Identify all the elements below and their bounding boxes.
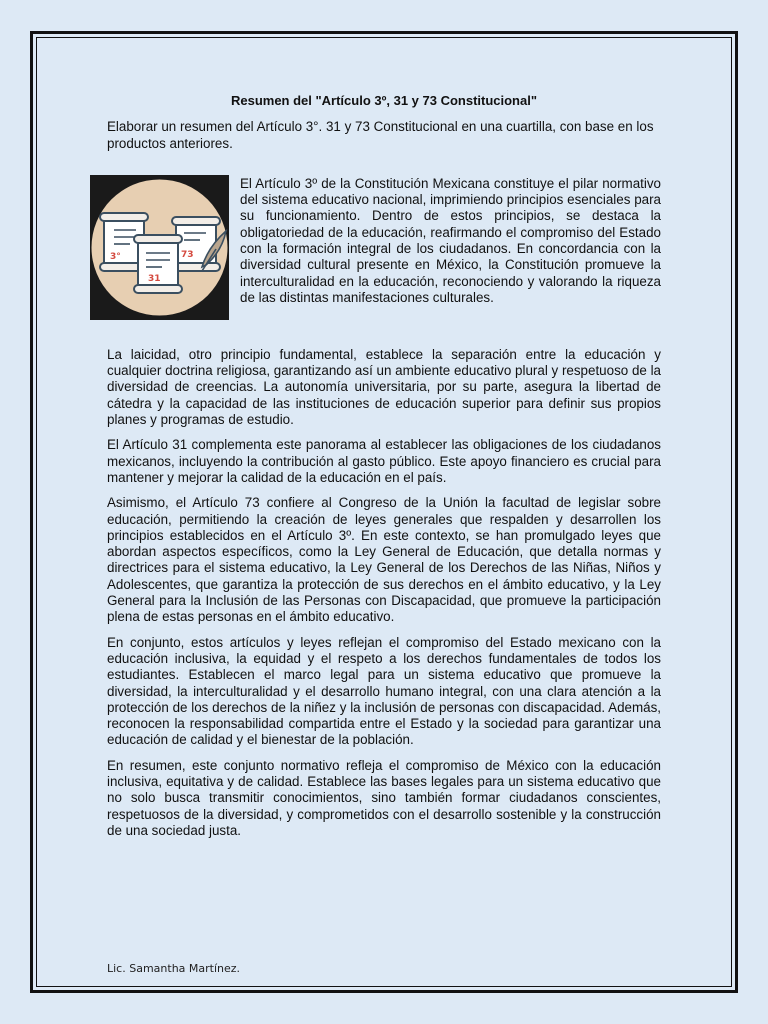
scroll-icon xyxy=(90,175,229,320)
constitution-scrolls-illustration xyxy=(90,175,229,320)
signature: Lic. Samantha Martínez. xyxy=(107,962,241,975)
paragraph-article-73: Asimismo, el Artículo 73 confiere al Congreso de la Unión la facultad de legislar sobre educación, permitiendo la creación de leyes generales que respalden y desarrollen los principios establecidos en el Artículo 3º. En este contexto, se han promulgado leyes que abordan aspectos específicos, como la Ley General de Educación, que detalla normas y directrices para el sistema educativo, la Ley General de los Derechos de las Niñas, Niños y Adolescentes, que garantiza la protección de sus derechos en el ámbito educativo, y la Ley General para la Inclusión de las Personas con Discapacidad, que promueve la participación plena de estas personas en el ámbito educativo. xyxy=(107,495,661,625)
paragraph-resumen: En resumen, este conjunto normativo refleja el compromiso de México con la educación inclusiva, equitativa y de calidad. Establece las bases legales para un sistema educativo que no solo busca transmitir conocimientos, sino también formar ciudadanos conscientes, respetuosos de la diversidad, y comprometidos con el desarrollo sostenible y la construcción de una sociedad justa. xyxy=(107,757,661,838)
document-title: Resumen del "Artículo 3º, 31 y 73 Constitucional" xyxy=(230,93,538,108)
paragraph-article-31: El Artículo 31 complementa este panorama al establecer las obligaciones de los ciudadanos mexicanos, incluyendo la contribución al gasto público. Este apoyo financiero es crucial para mantener y mejorar la calidad de la educación en el país. xyxy=(107,437,661,485)
scroll-label-31: 31 xyxy=(148,273,161,284)
paragraph-article-3: El Artículo 3º de la Constitución Mexicana constituye el pilar normativo del sistema educativo nacional, imprimiendo principios esenciales para su funcionamiento. Dentro de estos principios, se destaca la obligatoriedad de la educación, reafirmando el compromiso del Estado con la formación integral de los ciudadanos. En concordancia con la diversidad cultural presente en México, la Constitución promueve la interculturalidad en la educación, reconociendo y valorando la riqueza de las distintas manifestaciones culturales. xyxy=(240,175,661,305)
paragraph-laicidad: La laicidad, otro principio fundamental, establece la separación entre la educación y cualquier doctrina religiosa, garantizando así un ambiente educativo plural y respetuoso de la diversidad de creencias. La autonomía universitaria, por su parte, asegura la libertad de cátedra y la capacidad de las instituciones de educación superior para definir sus propios planes y programas de estudio. xyxy=(107,346,661,428)
paragraph-conjunto: En conjunto, estos artículos y leyes reflejan el compromiso del Estado mexicano con la educación inclusiva, la equidad y el respeto a los derechos fundamentales de todos los estudiantes. Establecen el marco legal para un sistema educativo que promueve la diversidad, la interculturalidad y el desarrollo humano integral, con una clara atención a la protección de los derechos de la niñez y la inclusión de personas con discapacidad. Además, reconocen la responsabilidad compartida entre el Estado y la sociedad para garantizar una educación de calidad y el bienestar de la población. xyxy=(107,634,661,748)
document-intro: Elaborar un resumen del Artículo 3°. 31 y 73 Constitucional en una cuartilla, con base en los productos anteriores. xyxy=(107,119,654,151)
document-body xyxy=(107,93,661,848)
scroll-label-73: 73 xyxy=(181,249,194,260)
scroll-label-3: 3° xyxy=(110,251,121,262)
illustrated-paragraph xyxy=(107,176,661,335)
